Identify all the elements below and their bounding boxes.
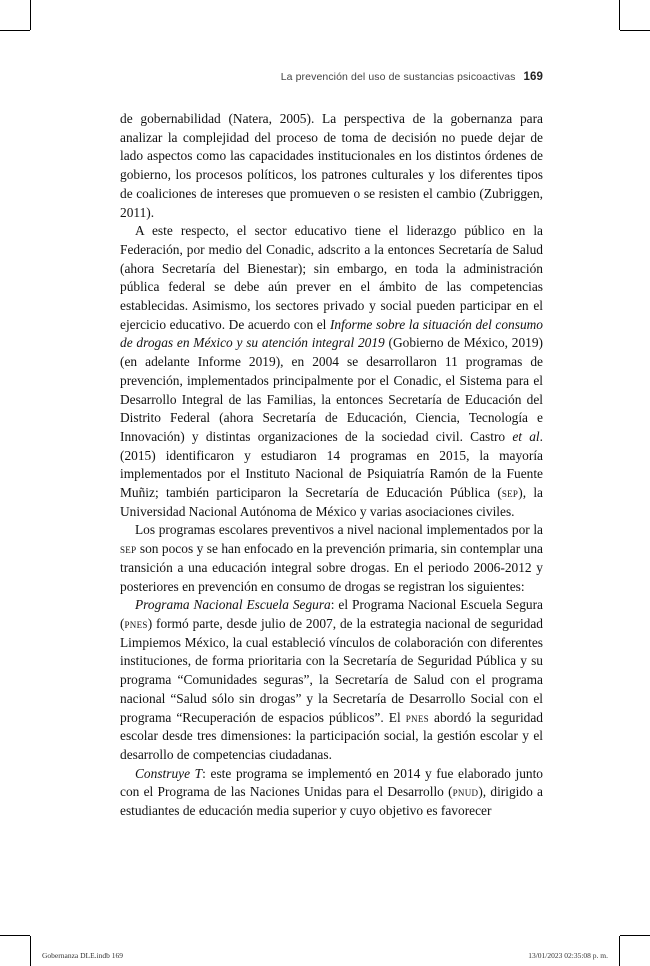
crop-mark	[619, 0, 620, 30]
acronym: sep	[501, 485, 519, 501]
running-header	[120, 71, 543, 83]
crop-mark	[619, 936, 620, 966]
crop-mark	[30, 936, 31, 966]
report-title: Informe sobre la situación del consumo de drogas en México y su atención integral 2019	[120, 316, 544, 351]
body-text	[120, 110, 543, 821]
acronym: pnes	[405, 709, 429, 725]
crop-mark	[30, 0, 31, 30]
acronym: pnud	[452, 784, 479, 800]
page-number: 169	[523, 71, 543, 83]
crop-mark	[620, 935, 650, 936]
acronym: sep	[120, 541, 137, 557]
crop-mark	[0, 935, 30, 936]
crop-mark	[620, 30, 650, 31]
running-title: La prevención del uso de sustancias psicoactivas	[280, 71, 516, 83]
program-name: Programa Nacional Escuela Segura	[135, 597, 331, 613]
crop-mark	[0, 30, 30, 31]
paragraph: Los programas escolares preventivos a nivel nacional implementados por la sep son pocos y se han enfocado en la prevención primaria, sin contemplar una transición a una educación integral sobre drogas. En el periodo 2006-2012 y posteriores en prevención en consumo de drogas se registran los siguientes:	[120, 522, 543, 594]
print-slug	[42, 951, 608, 960]
program-name: Construye T	[135, 765, 203, 781]
paragraph: Construye T: este programa se implementó en 2014 y fue elaborado junto con el Programa de las Naciones Unidas para el Desarrollo (pnud), dirigido a estudiantes de educación media superior y cuyo objetivo es favorecer	[120, 765, 543, 819]
print-timestamp: 13/01/2023 02:35:08 p. m.	[528, 951, 608, 960]
paragraph: de gobernabilidad (Natera, 2005). La perspectiva de la gobernanza para analizar la complejidad del proceso de toma de decisión no puede dejar de lado aspectos como las capacidades institucionales en los distintos órdenes de gobierno, los procesos políticos, los patrones culturales y los diferentes tipos de coaliciones de intereses que promueven o se resisten el cambio (Zubriggen, 2011).	[120, 111, 543, 220]
paragraph: A este respecto, el sector educativo tiene el liderazgo público en la Federación, por medio del Conadic, adscrito a la entonces Secretaría de Salud (ahora Secretaría del Bienestar); sin embargo, en toda la administración pública federal se debe aún prever en el ámbito de las competencias establecidas. Asimismo, los sectores privado y social pueden participar en el ejercicio educativo. De acuerdo con el Informe sobre la situación del consumo de drogas en México y su atención integral 2019 (Gobierno de México, 2019) (en adelante Informe 2019), en 2004 se desarrollaron 11 programas de prevención, implementados principalmente por el Conadic, el Sistema para el Desarrollo Integral de las Familias, la entonces Secretaría de Educación del Distrito Federal (ahora Secretaría de Educación, Ciencia, Tecnología e Innovación) y distintas organizaciones de la sociedad civil. Castro et al. (2015) identificaron y estudiaron 14 programas en 2015, la mayoría implementados por el Instituto Nacional de Psiquiatría Ramón de la Fuente Muñiz; también participaron la Secretaría de Educación Pública (sep), la Universidad Nacional Autónoma de México y varias asociaciones civiles.	[120, 223, 544, 519]
file-name: Gobernanza DLE.indb 169	[42, 951, 124, 960]
paragraph: Programa Nacional Escuela Segura: el Programa Nacional Escuela Segura (pnes) formó parte, desde julio de 2007, de la estrategia nacional de seguridad Limpiemos México, la cual estableció vínculos de colaboración con diferentes instituciones, de forma prioritaria con la Secretaría de Seguridad Pública y su programa “Comunidades seguras”, la Secretaría de Salud con el programa nacional “Salud sólo sin drogas” y la Secretaría de Desarrollo Social con el programa “Recuperación de espacios públicos”. El pnes abordó la seguridad escolar desde tres dimensiones: la participación social, la gestión escolar y el desarrollo de competencias ciudadanas.	[120, 597, 544, 762]
acronym: pnes	[124, 615, 148, 631]
